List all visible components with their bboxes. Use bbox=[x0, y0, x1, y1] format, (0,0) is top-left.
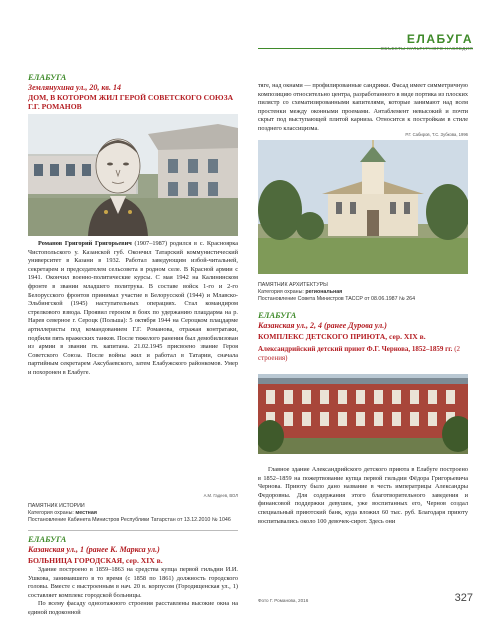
category-label: Категория охраны: bbox=[28, 510, 76, 516]
subtitle-main: Александрийский детский приют Ф.Г. Чернова, 1852–1859 гг. bbox=[258, 345, 453, 353]
category-value: региональная bbox=[305, 289, 343, 295]
entry2-title: БОЛЬНИЦА ГОРОДСКАЯ, сер. XIX в. bbox=[28, 556, 163, 565]
entry2-paragraph-1: Здание построено в 1859–1863 на средства купца первой гильдии И.И. Ушкова, занимавшего в то время (с 1858 по 1861) должность городского головы. Вместе с выстроенным в нач. 20 в. корпусом (Городищенская ул., 1) составляет комплекс городской больницы. bbox=[28, 566, 238, 599]
category-title: ПАМЯТНИК АРХИТЕКТУРЫ bbox=[258, 282, 328, 288]
category-title: ПАМЯТНИК ИСТОРИИ bbox=[28, 503, 85, 509]
left-column bbox=[28, 72, 238, 111]
entry1-address: Землянухина ул., 20, кв. 14 bbox=[28, 83, 121, 92]
entry2-address: Казанская ул., 1 (ранее К. Маркса ул.) bbox=[28, 545, 160, 554]
category-decree: Постановление Совета Министров ТАССР от 08.06.1987 № 264 bbox=[258, 296, 416, 302]
church-photo bbox=[258, 140, 468, 274]
entry2-text bbox=[28, 566, 238, 618]
category-value: местная bbox=[75, 510, 97, 516]
entry1-biography bbox=[28, 240, 238, 378]
entry3-heading bbox=[258, 310, 468, 363]
entry3-address: Казанская ул., 2, 4 (ранее Дурова ул.) bbox=[258, 321, 387, 330]
bio-text: (1907–1987) родился в с. Красноярка Чистопольского у. Казанской губ. Окончил Татарский коммунистический университет в Казани в 1932. Работал заведующим избой-читальней, секретарем и председателем сельсовета в родном селе. В Красной армии с 1941. Окончил военно-политические курсы. С мая 1942 на Калининском фронте в звании младшего политрука. В составе войск 1-го и 2-го Белорусского фронтов принимал участие в Белорусской (1944) и Млавско-Эльбингской (1945) наступательных операциях. Стал командиром стрелкового взвода. Проявил героизм в боях по удержанию плацдарма на р. Нарев северное г. Сероцк (Польша): 5 октября 1944 на Сероцком плацдарме артиллеристы под командованием Г.Г. Романова, отражая контратаки, подбили пять вражеских танков. После тяжелого ранения был демобилизован из армии в звании гв. капитана. 21.02.1945 присвоено звание Героя Советского Союза. После войны жил и работал в Татарии, сначала партийным секретарем Аксубаевского, затем Елабужского районкомов. Умер и похоронен в Елабуге. bbox=[28, 240, 238, 376]
bio-name: Романов Григорий Григорьевич bbox=[38, 240, 132, 247]
entry3-city: ЕЛАБУГА bbox=[258, 310, 297, 320]
category-label: Категория охраны: bbox=[258, 289, 306, 295]
category-line bbox=[258, 289, 468, 296]
section-subtitle: ОБЪЕКТЫ КУЛЬТУРНОГО НАСЛЕДИЯ bbox=[380, 46, 473, 51]
left-rule-2 bbox=[28, 530, 238, 531]
entry1-category bbox=[28, 503, 238, 524]
entry2-paragraph-2: По всему фасаду одноэтажного строения расставлены высокие окна на единой подоконной bbox=[28, 600, 238, 616]
house-photo bbox=[28, 114, 238, 236]
entry2-city: ЕЛАБУГА bbox=[28, 534, 67, 544]
subtitle-tail: (2 строения) bbox=[258, 345, 461, 362]
entry3-paragraph: Главное здание Александрийского детского приюта в Елабуге построено в 1852–1859 на пожертвование купца первой гильдии Фёдора Григорьевича Чернова. Приюту было дано название в честь императрицы Александры Федоровны. Для содержания этого благотворительного заведения и финансовой поддержки девушек, уже воспитанных его, Чернов создал специальный приютский банк, куда вложил 60 тыс. руб. Благодаря приюту воспитывались около 100 девочек-сирот. Здесь они bbox=[258, 466, 468, 525]
entry3-text bbox=[258, 466, 468, 526]
right-credit: Р.Г. Сабиров, Т.С. Зубкова, 1996 bbox=[405, 132, 468, 137]
entry1-title: ДОМ, В КОТОРОМ ЖИЛ ГЕРОЙ СОВЕТСКОГО СОЮЗА Г.Г. РОМАНОВ bbox=[28, 93, 234, 111]
orphanage-photo bbox=[258, 374, 468, 454]
entry2-heading bbox=[28, 534, 238, 565]
page-number: 327 bbox=[454, 592, 473, 604]
continuation-paragraph: тяге, над окнами — профилированные сандрики. Фасад имеет симметричную композицию относительно центра, разработанного в виде портика из плоских пилястр со схематизированными капителями, которые занимают над всем простенки между оконными проемами. Антаблемент невысокий и почти скрыт под выступающей плитой карниза. Относится к постройкам в стиле позднего классицизма. bbox=[258, 82, 468, 132]
photo-credit: Фото Г. Романова, 2016 bbox=[258, 598, 309, 603]
category-line bbox=[28, 510, 238, 517]
header-rule bbox=[258, 48, 473, 49]
entry1-city: ЕЛАБУГА bbox=[28, 72, 67, 82]
entry1-credit: А.М. Гадеев, ВОЛ bbox=[203, 493, 238, 498]
entry3-category bbox=[258, 282, 468, 303]
entry3-subtitle bbox=[258, 345, 468, 363]
section-title: ЕЛАБУГА bbox=[406, 32, 473, 46]
category-decree: Постановление Кабинета Министров Республики Татарстан от 13.12.2010 № 1046 bbox=[28, 517, 231, 523]
right-continuation bbox=[258, 82, 468, 134]
entry3-title: КОМПЛЕКС ДЕТСКОГО ПРИЮТА, сер. XIX в. bbox=[258, 332, 426, 341]
